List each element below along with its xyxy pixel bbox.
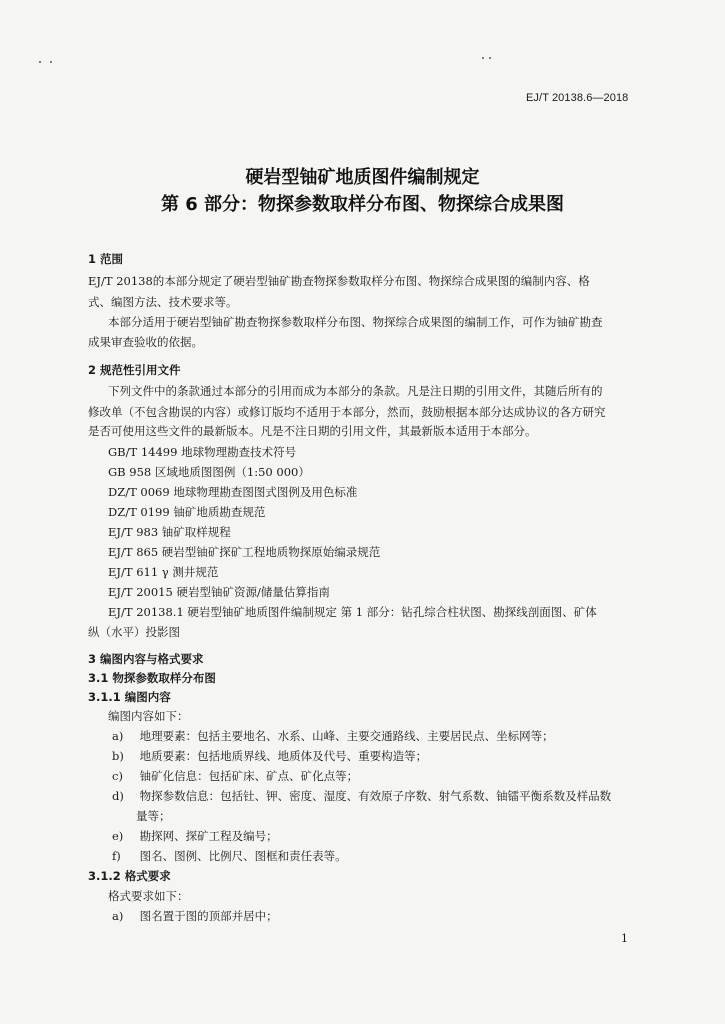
reference-item: DZ/T 0069 地球物理勘查图图式图例及用色标准	[108, 485, 358, 499]
list-item-text: 物探参数信息：包括钍、钾、密度、湿度、有效原子序数、射气系数、铀镭平衡系数及样品数	[139, 789, 612, 803]
scan-speck-left-1	[39, 61, 41, 63]
list-letter: f)	[112, 849, 121, 863]
scan-speck-left-2	[50, 61, 52, 63]
reference-item: DZ/T 0199 铀矿地质勘查规范	[108, 505, 266, 519]
content-item-f	[112, 846, 347, 866]
scope-paragraph-line-3: 本部分适用于硬岩型铀矿勘查物探参数取样分布图、物探综合成果图的编制工作，可作为铀矿勘查	[108, 315, 603, 329]
section-heading-scope: 1 范围	[88, 252, 124, 266]
format-intro: 格式要求如下：	[108, 889, 189, 903]
list-item-text: 勘探网、探矿工程及编号；	[139, 829, 278, 843]
reference-item-continuation: 纵（水平）投影图	[88, 625, 180, 639]
list-item-text: 铀矿化信息：包括矿床、矿点、矿化点等；	[139, 769, 359, 783]
section-heading-map-content: 3.1.1 编图内容	[88, 690, 171, 704]
content-item-d-continuation	[136, 806, 171, 826]
list-letter: e)	[112, 829, 124, 843]
content-item-d	[112, 786, 611, 806]
scan-speck-right-1	[482, 57, 484, 59]
document-title-line-2: 第 6 部分：物探参数取样分布图、物探综合成果图	[160, 194, 565, 215]
section-heading-normative-references: 2 规范性引用文件	[88, 363, 181, 377]
section-heading-format-requirements: 3.1.2 格式要求	[88, 869, 171, 883]
scope-paragraph-line-1: EJ/T 20138的本部分规定了硬岩型铀矿勘查物探参数取样分布图、物探综合成果图的编制内容、格	[88, 274, 590, 288]
list-letter: a)	[112, 729, 124, 743]
list-item-text: 地质要素：包括地质界线、地质体及代号、重要构造等；	[139, 749, 428, 763]
reference-item: EJ/T 865 硬岩型铀矿探矿工程地质物探原始编录规范	[108, 545, 381, 559]
list-item-text: 图名、图例、比例尺、图框和责任表等。	[139, 849, 347, 863]
reference-item: GB/T 14499 地球物理勘查技术符号	[108, 445, 297, 459]
reference-item: EJ/T 611 γ 测井规范	[108, 565, 219, 579]
section-heading-geophysical-sampling-map: 3.1 物探参数取样分布图	[88, 671, 216, 685]
format-item-a	[112, 906, 278, 926]
content-item-a	[112, 726, 554, 746]
list-letter: a)	[112, 909, 124, 923]
document-title-line-1: 硬岩型铀矿地质图件编制规定	[245, 167, 480, 188]
reference-item: EJ/T 20015 硬岩型铀矿资源/储量估算指南	[108, 585, 330, 599]
list-item-text: 量等；	[136, 809, 171, 823]
reference-item: EJ/T 20138.1 硬岩型铀矿地质图件编制规定 第 1 部分：钻孔综合柱状图、勘探线剖面图、矿体	[108, 605, 597, 619]
list-letter: d)	[112, 789, 124, 803]
document-code: EJ/T 20138.6—2018	[526, 92, 629, 104]
reference-item: EJ/T 983 铀矿取样规程	[108, 525, 231, 539]
scope-paragraph-line-2: 式、编图方法、技术要求等。	[88, 295, 238, 309]
reference-item: GB 958 区域地质图图例（1:50 000）	[108, 465, 310, 479]
content-item-c	[112, 766, 358, 786]
list-item-text: 图名置于图的顶部并居中；	[139, 909, 278, 923]
content-item-e	[112, 826, 278, 846]
content-item-b	[112, 746, 427, 766]
content-intro: 编图内容如下：	[108, 709, 189, 723]
normative-intro-line-3: 是否可使用这些文件的最新版本。凡是不注日期的引用文件，其最新版本适用于本部分。	[88, 424, 537, 438]
page-number: 1	[621, 932, 628, 945]
section-heading-map-content-format: 3 编图内容与格式要求	[88, 652, 204, 666]
list-letter: c)	[112, 769, 123, 783]
normative-intro-line-2: 修改单（不包含勘误的内容）或修订版均不适用于本部分，然而，鼓励根据本部分达成协议的各方研究	[88, 405, 606, 419]
scan-speck-right-2	[489, 57, 491, 59]
list-letter: b)	[112, 749, 124, 763]
normative-intro-line-1: 下列文件中的条款通过本部分的引用而成为本部分的条款。凡是注日期的引用文件，其随后所有的	[108, 384, 603, 398]
scope-paragraph-line-4: 成果审查验收的依据。	[88, 335, 203, 349]
list-item-text: 地理要素：包括主要地名、水系、山峰、主要交通路线、主要居民点、坐标网等；	[139, 729, 554, 743]
